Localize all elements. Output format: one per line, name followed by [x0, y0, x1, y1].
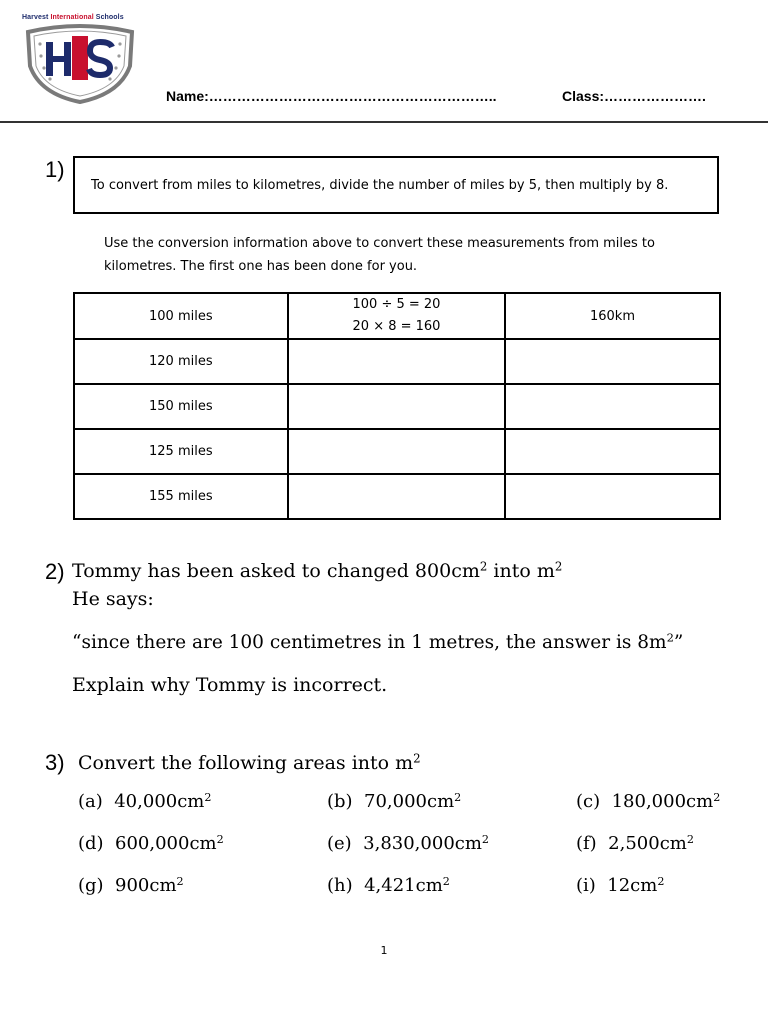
question-2-prompt: Tommy has been asked to changed $800cm^2$ into $m^2$ [72, 559, 563, 582]
working-cell[interactable] [288, 384, 505, 429]
miles-cell: 155 miles [74, 474, 288, 519]
area-item: (d) $600,000cm^2$ [78, 832, 224, 854]
working-cell[interactable] [288, 339, 505, 384]
question-1-instructions: Use the conversion information above to convert these measurements from miles to kilometres. The first one has been done for you. [104, 236, 655, 274]
answer-cell[interactable]: 160km [505, 293, 720, 339]
tommy-quote: “since there are 100 centimetres in 1 metres, the answer is $8m^2$” [72, 630, 684, 653]
answer-cell[interactable] [505, 339, 720, 384]
table-row [74, 293, 720, 339]
area-item: (c) $180,000cm^2$ [576, 790, 721, 812]
miles-cell: 120 miles [74, 339, 288, 384]
answer-cell[interactable] [505, 474, 720, 519]
area-item: (h) $4,421cm^2$ [327, 874, 450, 896]
table-row [74, 339, 720, 384]
miles-cell: 150 miles [74, 384, 288, 429]
area-item: (f) $2,500cm^2$ [576, 832, 694, 854]
question-2-says: He says: [72, 588, 154, 610]
question-2-task: Explain why Tommy is incorrect. [72, 674, 388, 696]
class-field-label: Class:…………………. [562, 88, 706, 104]
area-item: (b) $70,000cm^2$ [327, 790, 462, 812]
table-row [74, 474, 720, 519]
working-line: 100 ÷ 5 = 20 [352, 297, 441, 312]
conversion-table [73, 292, 721, 520]
miles-cell: 125 miles [74, 429, 288, 474]
question-3-number: 3) [45, 750, 65, 775]
table-row [74, 429, 720, 474]
working-cell[interactable] [288, 474, 505, 519]
table-row [74, 384, 720, 429]
page-number: 1 [380, 944, 388, 957]
conversion-rule-text: To convert from miles to kilometres, divide the number of miles by 5, then multiply by 8. [91, 177, 669, 193]
area-item: (g) $900cm^2$ [78, 874, 184, 896]
working-cell[interactable] [288, 293, 505, 339]
school-logo [20, 14, 140, 106]
area-item: (a) $40,000cm^2$ [78, 790, 212, 812]
miles-cell: 100 miles [74, 293, 288, 339]
question-1-number: 1) [45, 157, 65, 182]
question-2-number: 2) [45, 559, 65, 584]
answer-cell[interactable] [505, 429, 720, 474]
area-item: (i) $12cm^2$ [576, 874, 665, 896]
working-cell[interactable] [288, 429, 505, 474]
header-divider [0, 121, 768, 123]
school-name: Harvest International Schools [22, 14, 124, 21]
question-3-title: Convert the following areas into $m^2$ [78, 751, 421, 774]
working-line: 20 × 8 = 160 [352, 319, 441, 334]
answer-cell[interactable] [505, 384, 720, 429]
area-item: (e) $3,830,000cm^2$ [327, 832, 490, 854]
conversion-rule-box [73, 156, 719, 214]
name-field-label: Name:…………………………………………………….. [166, 88, 497, 104]
